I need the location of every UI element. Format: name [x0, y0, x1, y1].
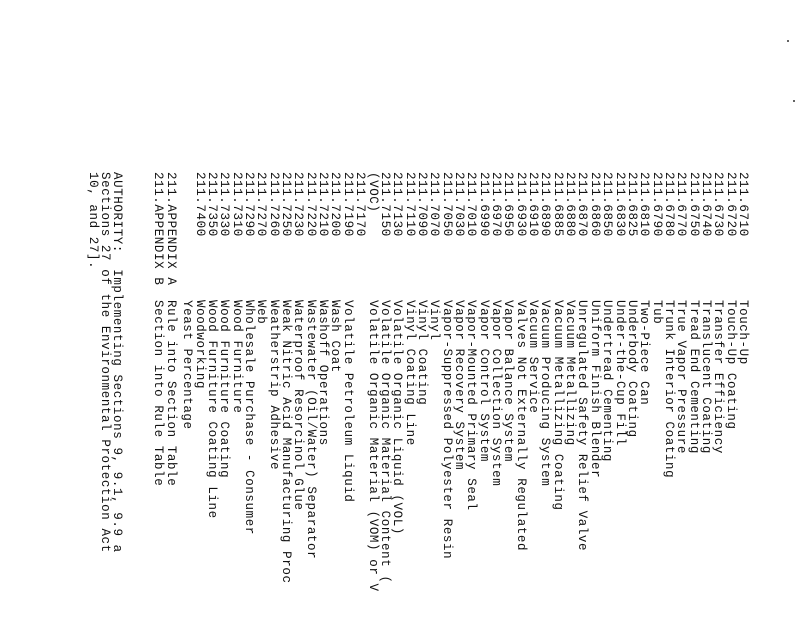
section-number: (VOC): [366, 172, 380, 213]
section-number: 211.6810: [637, 172, 651, 237]
section-title: Yeast Percentage: [180, 300, 194, 430]
section-title: Vacuum Metallizing: [563, 300, 577, 446]
table-row: [464, 0, 478, 618]
section-number: 211.6880: [563, 172, 577, 237]
table-row: [489, 0, 503, 618]
section-number: 211.7220: [304, 172, 318, 237]
section-title: Unregulated Safety Relief Valve: [575, 300, 589, 552]
table-row: [526, 0, 540, 618]
table-row: [415, 0, 429, 618]
table-row: [637, 0, 651, 618]
section-number: 211.7170: [353, 172, 367, 237]
section-title: Valves Not Externally Regulated: [514, 300, 528, 552]
section-title: Tub: [650, 300, 664, 325]
table-row: [711, 0, 725, 618]
section-title: Vacuum Producing System: [538, 300, 552, 487]
table-row: [501, 0, 515, 618]
section-title: Vapor Balance System: [501, 300, 515, 463]
section-number: 211.7070: [427, 172, 441, 237]
section-title: Volatile Petroleum Liquid: [341, 300, 355, 503]
section-number: 211.7330: [217, 172, 231, 237]
table-row: [304, 0, 318, 618]
table-row: [674, 0, 688, 618]
table-row: [440, 0, 454, 618]
table-row: [205, 0, 219, 618]
section-title: Section into Rule Table: [151, 300, 165, 487]
section-title: Vinyl Coating Line: [403, 300, 417, 446]
section-title: Vacuum Metallizing Coating: [551, 300, 565, 511]
authority-line: [98, 0, 112, 618]
section-number: 211.6870: [575, 172, 589, 237]
section-number: 211.APPENDIX B: [151, 172, 165, 286]
section-number: 211.6825: [625, 172, 639, 237]
section-number: 211.6790: [650, 172, 664, 237]
authority-text: 10, and 27].: [86, 172, 100, 270]
section-number: 211.7130: [390, 172, 404, 237]
table-row: [254, 0, 268, 618]
section-title: Wood Furniture Coating Line: [205, 300, 219, 519]
table-row: [662, 0, 676, 618]
section-number: 211.7200: [328, 172, 342, 237]
section-title: Woodworking: [193, 300, 207, 390]
authority-text: Sections 27 of the Environmental Protection Act: [98, 172, 112, 553]
table-row: [403, 0, 417, 618]
table-row: [390, 0, 404, 618]
section-number: 211.6950: [501, 172, 515, 237]
table-row: [316, 0, 330, 618]
table-row: [230, 0, 244, 618]
table-row: [180, 0, 194, 618]
scan-speck: [793, 100, 795, 102]
section-number: 211.7400: [193, 172, 207, 237]
table-row: [366, 0, 380, 618]
section-title: Vinyl: [427, 300, 441, 341]
section-title: Web: [254, 300, 268, 325]
section-number: 211.6730: [711, 172, 725, 237]
section-title: Waterproof Resorcinol Glue: [291, 300, 305, 511]
section-title: Undertread Cementing: [600, 300, 614, 463]
table-row: [353, 0, 367, 618]
table-row: [193, 0, 207, 618]
section-number: 211.7290: [242, 172, 256, 237]
section-title: Rule into Section Table: [164, 300, 178, 487]
table-row: [551, 0, 565, 618]
table-row: [650, 0, 664, 618]
section-title: Vacuum Service: [526, 300, 540, 414]
section-number: 211.7190: [341, 172, 355, 237]
section-title: Under-the-Cup Fill: [613, 300, 627, 446]
section-title: Wood Furniture: [230, 300, 244, 414]
section-number: 211.6710: [736, 172, 750, 237]
section-number: 211.6930: [514, 172, 528, 237]
scan-speck: [787, 40, 789, 42]
section-number: 211.6720: [724, 172, 738, 237]
section-number: 211.6910: [526, 172, 540, 237]
section-number: 211.6890: [538, 172, 552, 237]
section-title: Vinyl Coating: [415, 300, 429, 406]
section-title: Uniform Finish Blender: [588, 300, 602, 479]
table-row: [514, 0, 528, 618]
section-title: Vapor Recovery System: [452, 300, 466, 471]
table-row: [687, 0, 701, 618]
table-row: [575, 0, 589, 618]
section-number: 211.6850: [600, 172, 614, 237]
section-number: 211.7010: [464, 172, 478, 237]
section-title: Touch-Up Coating: [724, 300, 738, 430]
section-number: 211.7150: [378, 172, 392, 237]
authority-line: [110, 0, 124, 618]
section-title: Wholesale Purchase - Consumer: [242, 300, 256, 535]
section-title: Wood Furniture Coating: [217, 300, 231, 479]
section-title: Washoff Operations: [316, 300, 330, 446]
section-number: 211.6740: [699, 172, 713, 237]
section-title: Volatile Organic Material Content (: [378, 300, 392, 584]
table-row: [217, 0, 231, 618]
section-title: Weatherstrip Adhesive: [267, 300, 281, 471]
section-number: 211.6860: [588, 172, 602, 237]
section-title: Weak Nitric Acid Manufacturing Proc: [279, 300, 293, 584]
table-row: [378, 0, 392, 618]
section-title: Wastewater (Oil/Water) Separator: [304, 300, 318, 560]
section-number: 211.APPENDIX A: [164, 172, 178, 286]
section-title: Volatile Organic Material (VOM) or V: [366, 300, 380, 592]
table-row: [724, 0, 738, 618]
section-number: 211.7230: [291, 172, 305, 237]
table-row: [563, 0, 577, 618]
table-row: [600, 0, 614, 618]
table-row: [427, 0, 441, 618]
section-title: Volatile Organic Liquid (VOL): [390, 300, 404, 535]
section-title: Touch-Up: [736, 300, 750, 365]
table-row: [699, 0, 713, 618]
authority-text: AUTHORITY: Implementing Sections 9, 9.1, 9.9 a: [110, 172, 124, 553]
section-title: Vapor-Suppressed Polyester Resin: [440, 300, 454, 560]
table-row: [242, 0, 256, 618]
section-title: True Vapor Pressure: [674, 300, 688, 454]
section-number: 211.6830: [613, 172, 627, 237]
table-row: [279, 0, 293, 618]
section-title: Transfer Efficiency: [711, 300, 725, 454]
table-row: [267, 0, 281, 618]
section-number: 211.6770: [674, 172, 688, 237]
section-title: Underbody Coating: [625, 300, 639, 438]
table-row: [625, 0, 639, 618]
section-title: Wash Coat: [328, 300, 342, 373]
section-title: Trunk Interior Coating: [662, 300, 676, 479]
section-number: 211.7210: [316, 172, 330, 237]
section-number: 211.7310: [230, 172, 244, 237]
appendix-row: [164, 0, 178, 618]
table-row: [452, 0, 466, 618]
section-number: 211.7350: [205, 172, 219, 237]
section-title: Translucent Coating: [699, 300, 713, 454]
section-number: 211.7110: [403, 172, 417, 237]
table-row: [538, 0, 552, 618]
section-number: 211.7260: [267, 172, 281, 237]
section-title: Vapor Control System: [477, 300, 491, 463]
section-title: Vapor-Mounted Primary Seal: [464, 300, 478, 511]
section-number: 211.7250: [279, 172, 293, 237]
table-row: [588, 0, 602, 618]
section-number: 211.6990: [477, 172, 491, 237]
table-row: [328, 0, 342, 618]
section-number: 211.6750: [687, 172, 701, 237]
authority-line: [86, 0, 100, 618]
table-row: [477, 0, 491, 618]
table-row: [291, 0, 305, 618]
section-number: 211.6970: [489, 172, 503, 237]
section-number: 211.6780: [662, 172, 676, 237]
section-number: 211.7270: [254, 172, 268, 237]
table-row: [613, 0, 627, 618]
section-number: 211.7050: [440, 172, 454, 237]
section-number: 211.7030: [452, 172, 466, 237]
section-title: Tread End Cementing: [687, 300, 701, 454]
table-row: [341, 0, 355, 618]
section-title: Vapor Collection System: [489, 300, 503, 487]
section-title: Two-Piece Can: [637, 300, 651, 406]
section-number: 211.6885: [551, 172, 565, 237]
table-row: [736, 0, 750, 618]
section-number: 211.7090: [415, 172, 429, 237]
appendix-row: [151, 0, 165, 618]
